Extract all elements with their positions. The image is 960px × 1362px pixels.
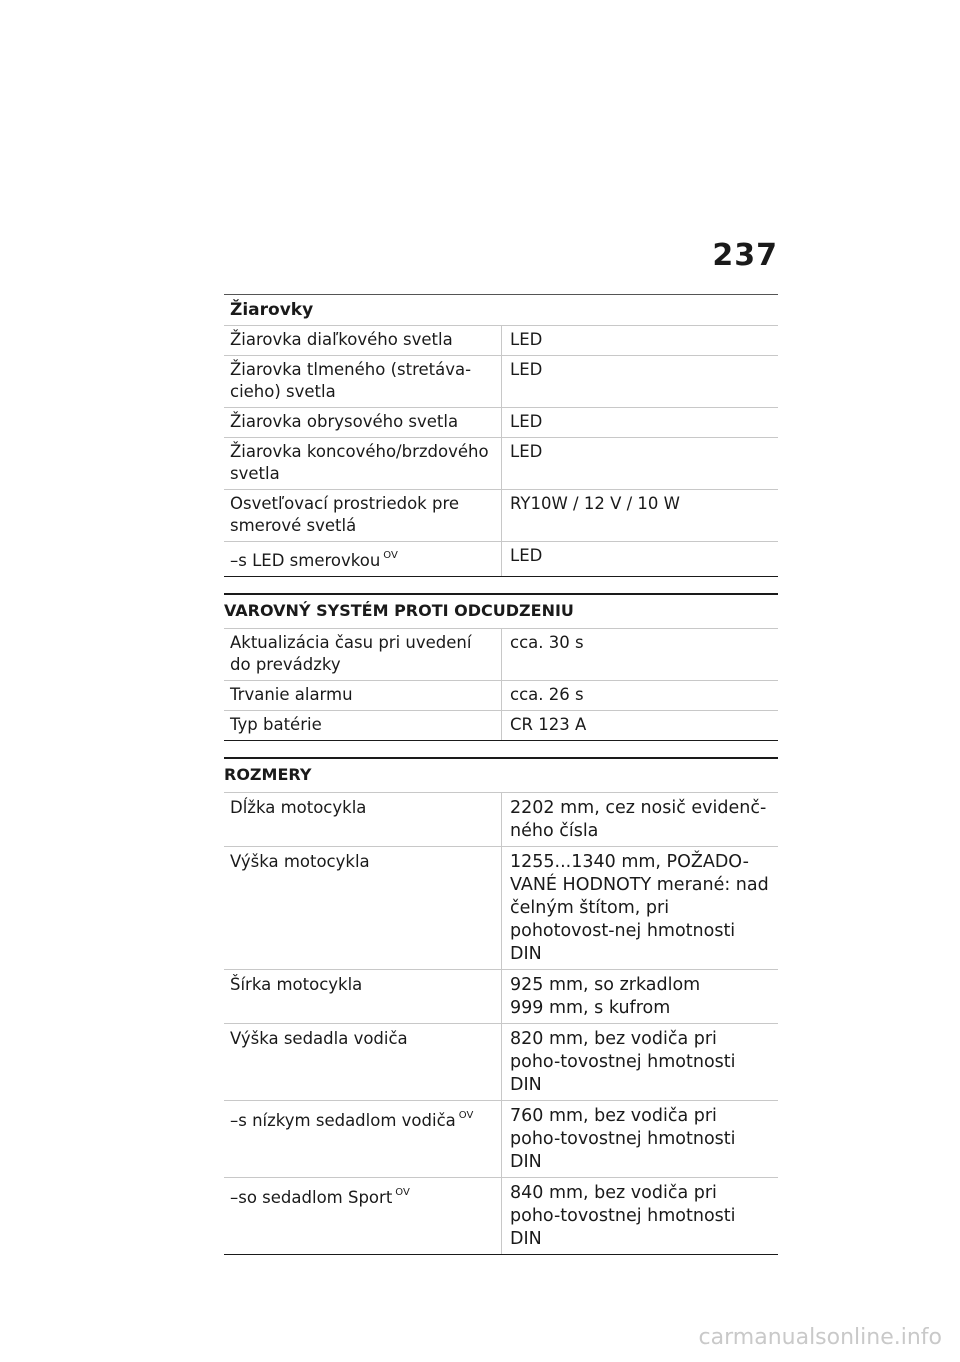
- row-label-with-option: [224, 542, 502, 577]
- row-label: Dĺžka motocykla: [224, 793, 502, 847]
- row-value: 840 mm, bez vodiča pri poho-tovostnej hmotnosti DIN: [502, 1178, 779, 1255]
- row-value: LED: [502, 542, 779, 577]
- table-row: [224, 681, 778, 711]
- spec-content: [224, 294, 778, 1255]
- table-row: [224, 408, 778, 438]
- row-label: Trvanie alarmu: [224, 681, 502, 711]
- row-value-multi: [502, 970, 779, 1024]
- table-row: [224, 970, 778, 1024]
- option-marker: OV: [383, 550, 398, 561]
- row-value: cca. 26 s: [502, 681, 779, 711]
- row-value: 925 mm, so zrkadlom: [510, 975, 701, 995]
- section-title-dimensions: ROZMERY: [224, 757, 778, 792]
- row-value: 2202 mm, cez nosič evidenč-ného čísla: [502, 793, 779, 847]
- table-row: [224, 793, 778, 847]
- row-value: LED: [502, 326, 779, 356]
- table-row: [224, 1178, 778, 1255]
- row-value: RY10W / 12 V / 10 W: [502, 490, 779, 542]
- table-row: [224, 356, 778, 408]
- dimensions-table: [224, 792, 778, 1255]
- row-label-with-option: [224, 1178, 502, 1255]
- row-label: Aktualizácia času pri uvedení do prevádzky: [224, 629, 502, 681]
- row-label: Typ batérie: [224, 711, 502, 741]
- table-row: [224, 711, 778, 741]
- row-label: Osvetľovací prostriedok pre smerové svetlá: [224, 490, 502, 542]
- row-value: LED: [502, 408, 779, 438]
- row-value-secondary: 999 mm, s kufrom: [510, 998, 671, 1018]
- table-row: [224, 629, 778, 681]
- row-label: –s nízkym sedadlom vodiča: [230, 1111, 456, 1130]
- table-row: [224, 490, 778, 542]
- alarm-table: [224, 628, 778, 741]
- table-row: [224, 542, 778, 577]
- row-label: Výška sedadla vodiča: [224, 1024, 502, 1101]
- table-row: [224, 1101, 778, 1178]
- option-marker: OV: [458, 1110, 474, 1121]
- row-label: Žiarovka obrysového svetla: [224, 408, 502, 438]
- row-label: Šírka motocykla: [224, 970, 502, 1024]
- row-label: –s LED smerovkou: [230, 551, 381, 570]
- row-label: –so sedadlom Sport: [230, 1188, 393, 1207]
- row-label: Žiarovka diaľkového svetla: [224, 326, 502, 356]
- row-value: LED: [502, 356, 779, 408]
- bulbs-table: [224, 325, 778, 577]
- row-label: Žiarovka koncového/brzdového svetla: [224, 438, 502, 490]
- row-value: 820 mm, bez vodiča pri poho-tovostnej hmotnosti DIN: [502, 1024, 779, 1101]
- watermark: carmanualsonline.info: [698, 1325, 942, 1350]
- row-value: CR 123 A: [502, 711, 779, 741]
- page-number: 237: [712, 238, 778, 273]
- row-value: LED: [502, 438, 779, 490]
- section-title-alarm: VAROVNÝ SYSTÉM PROTI ODCUDZENIU: [224, 593, 778, 628]
- table-row: [224, 1024, 778, 1101]
- section-title-bulbs: Žiarovky: [224, 294, 778, 325]
- row-label: Žiarovka tlmeného (stretáva-cieho) svetla: [224, 356, 502, 408]
- option-marker: OV: [395, 1187, 410, 1198]
- row-label: Výška motocykla: [224, 847, 502, 970]
- table-row: [224, 438, 778, 490]
- table-row: [224, 847, 778, 970]
- table-row: [224, 326, 778, 356]
- row-value: 760 mm, bez vodiča pri poho-tovostnej hmotnosti DIN: [502, 1101, 779, 1178]
- row-label-with-option: [224, 1101, 502, 1178]
- row-value: 1255...1340 mm, POŽADO-VANÉ HODNOTY merané: nad čelným štítom, pri pohotovost-nej hmotnosti DIN: [502, 847, 779, 970]
- row-value: cca. 30 s: [502, 629, 779, 681]
